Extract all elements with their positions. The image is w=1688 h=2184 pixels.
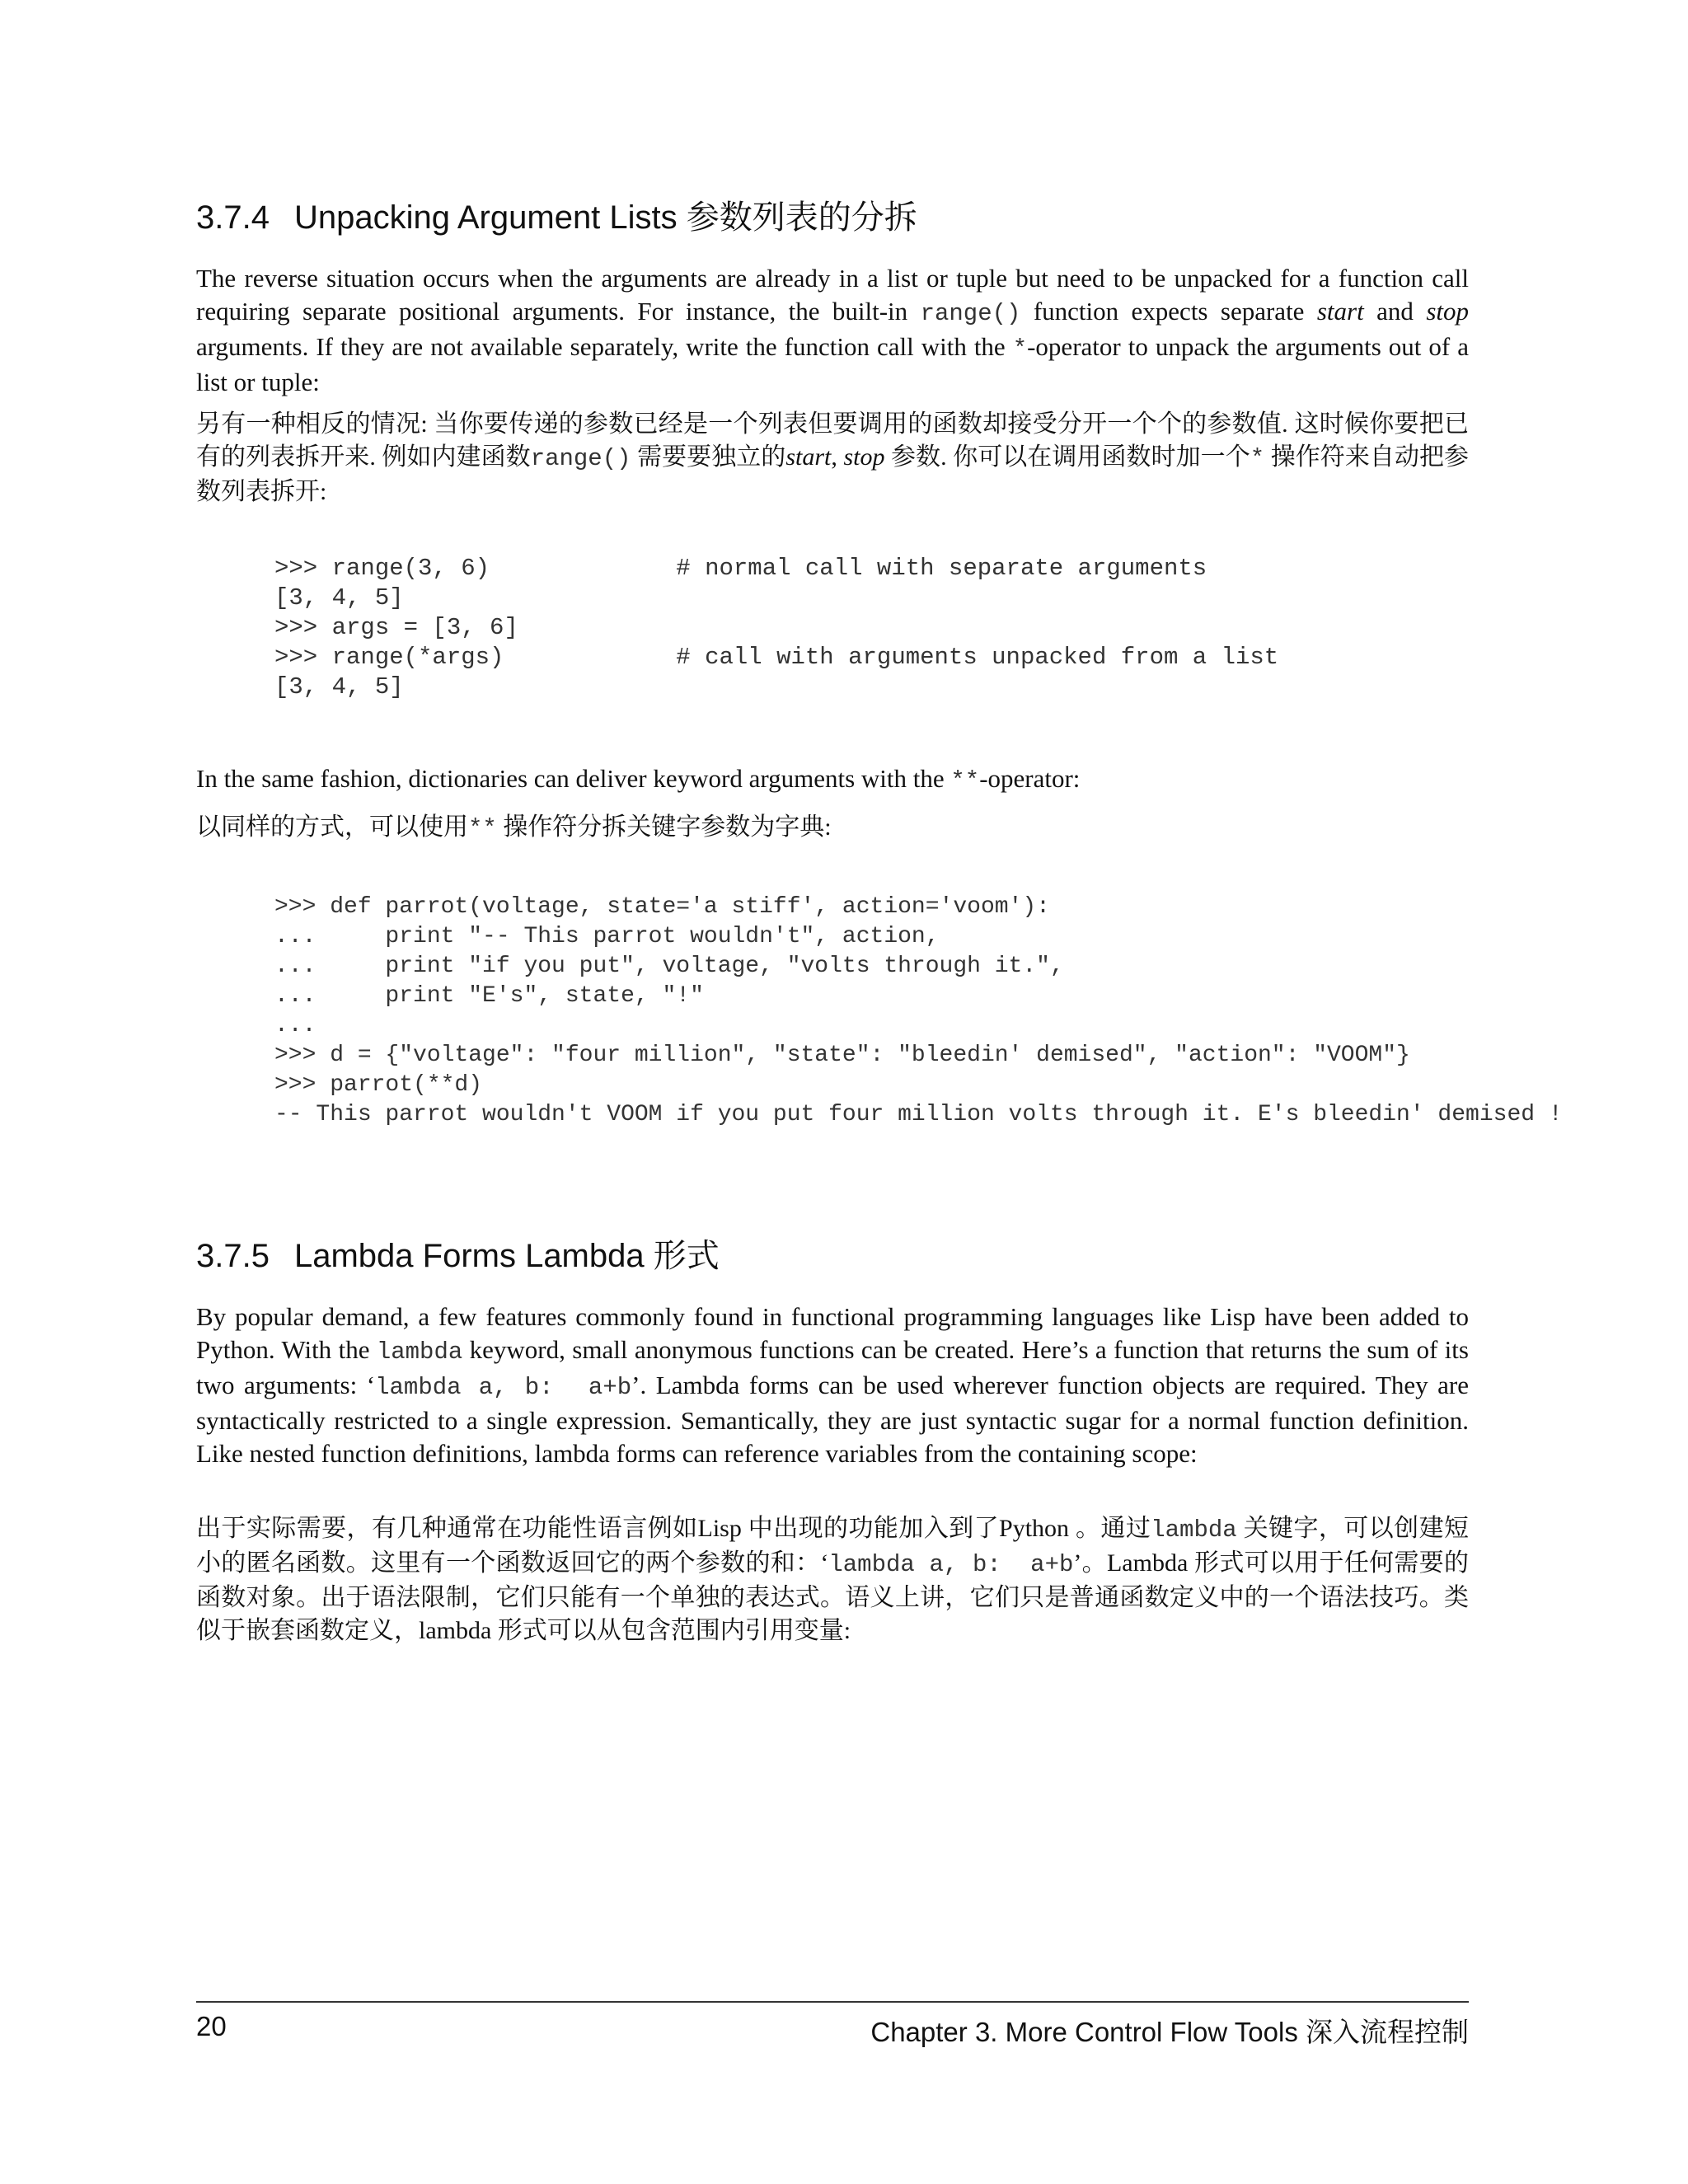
text-run: -operator to unpack the arguments out of a list or tuple: bbox=[196, 332, 1469, 396]
text-run: 出于实际需要，有几种通常在功能性语言例如Lisp 中出现的功能加入到了Python 。通过 bbox=[196, 1515, 1151, 1542]
text-run: 操作符分拆关键字参数为字典: bbox=[496, 813, 832, 841]
text-run: function expects separate bbox=[1020, 297, 1317, 326]
inline-code: lambda a, b: a+b bbox=[828, 1551, 1074, 1578]
text-run: 操作符来自动把参数列表拆开: bbox=[196, 443, 1470, 505]
text-run: In the same fashion, dictionaries can deliver keyword arguments with the bbox=[196, 764, 951, 793]
text-run: ’。Lambda 形式可以用于任何需要的函数对象。出于语法限制，它们只能有一个单独的表达式。语义上讲，它们只是普通函数定义中的一个语法技巧。类似于嵌套函数定义，lambda 形式可以从包含范围内引用变量: bbox=[196, 1549, 1469, 1644]
text-run: ’. Lambda forms can be used wherever function objects are required. They are syntactically restricted to a single expression. Semantically, they are just syntactic sugar for a normal function definition. Like nested function definitions, lambda forms can reference variables from the containing scope: bbox=[196, 1371, 1470, 1468]
section-heading-3-7-5 bbox=[196, 1230, 720, 1277]
section-number: 3.7.4 bbox=[196, 199, 270, 236]
paragraph-keyword-args-en bbox=[196, 762, 1469, 798]
code-block-parrot: >>> def parrot(voltage, state='a stiff', action='voom'): ... print "-- This parrot wouldn't", action, ... print "if you put", voltage, "volts through it.", ... print "E's", state, "!" ... >>> d = {"voltage": "four million", "state": "bleedin' demised", "action": "VOOM"} >>> parrot(**d) -- This parrot wouldn't VOOM if you put four million volts through it. E's bleedin' demised ! bbox=[274, 894, 1563, 1127]
text-run: 需要要独立的 bbox=[631, 443, 786, 471]
text-run: keyword, small anonymous functions can be created. Here’s a function that returns the sum of its two arguments: ‘ bbox=[196, 1335, 1469, 1399]
text-run: 以同样的方式，可以使用 bbox=[196, 813, 468, 841]
text-run: By popular demand, a few features commonly found in functional programming languages like Lisp have been added to Python. With the bbox=[196, 1302, 1469, 1364]
inline-code: lambda bbox=[1151, 1516, 1237, 1544]
inline-code: range() bbox=[530, 445, 631, 472]
emphasis-text: start bbox=[785, 443, 832, 471]
paragraph-lambda-en bbox=[196, 1301, 1469, 1470]
inline-code: ** bbox=[468, 815, 497, 842]
text-run: and bbox=[1363, 297, 1427, 326]
text-run: -operator: bbox=[979, 764, 1081, 793]
inline-code: lambda a, b: a+b bbox=[375, 1374, 632, 1401]
code-block-range: >>> range(3, 6) # normal call with separate arguments [3, 4, 5] >>> args = [3, 6] >>> range(*args) # call with arguments unpacked from a list [3, 4, 5] bbox=[274, 555, 1279, 701]
text-run: 关键字，可以创建短小的匿名函数。这里有一个函数返回它的两个参数的和：‘ bbox=[196, 1515, 1470, 1577]
emphasis-text: stop bbox=[1426, 297, 1469, 326]
text-run: 另有一种相反的情况: 当你要传递的参数已经是一个列表但要调用的函数却接受分开一个个的参数值. 这时候你要把已有的列表拆开来. 例如内建函数 bbox=[196, 410, 1469, 471]
inline-code: * bbox=[1012, 335, 1028, 363]
inline-code: * bbox=[1250, 445, 1265, 472]
paragraph-lambda-zh bbox=[196, 1512, 1469, 1647]
section-number: 3.7.5 bbox=[196, 1238, 270, 1274]
chapter-title-footer: Chapter 3. More Control Flow Tools 深入流程控制 bbox=[870, 2017, 1469, 2047]
inline-code: ** bbox=[950, 767, 980, 794]
text-run: , bbox=[831, 443, 844, 471]
footer-rule bbox=[196, 2001, 1469, 2003]
text-run: arguments. If they are not available separately, write the function call with the bbox=[196, 332, 1013, 361]
section-title: Lambda Forms Lambda 形式 bbox=[293, 1238, 720, 1274]
emphasis-text: stop bbox=[843, 443, 885, 471]
paragraph-unpacking-en bbox=[196, 262, 1469, 399]
section-title: Unpacking Argument Lists 参数列表的分拆 bbox=[293, 199, 917, 236]
page-number: 20 bbox=[196, 2011, 227, 2041]
paragraph-unpacking-zh bbox=[196, 408, 1469, 509]
text-run: The reverse situation occurs when the arguments are already in a list or tuple but need to be unpacked for a function call requiring separate positional arguments. For instance, the built-in bbox=[196, 264, 1469, 326]
section-heading-3-7-4 bbox=[196, 191, 917, 238]
inline-code: lambda bbox=[376, 1338, 463, 1366]
inline-code: range() bbox=[920, 300, 1021, 327]
paragraph-keyword-args-zh bbox=[196, 811, 1469, 846]
emphasis-text: start bbox=[1316, 297, 1364, 326]
text-run: 参数. 你可以在调用函数时加一个 bbox=[884, 443, 1250, 471]
